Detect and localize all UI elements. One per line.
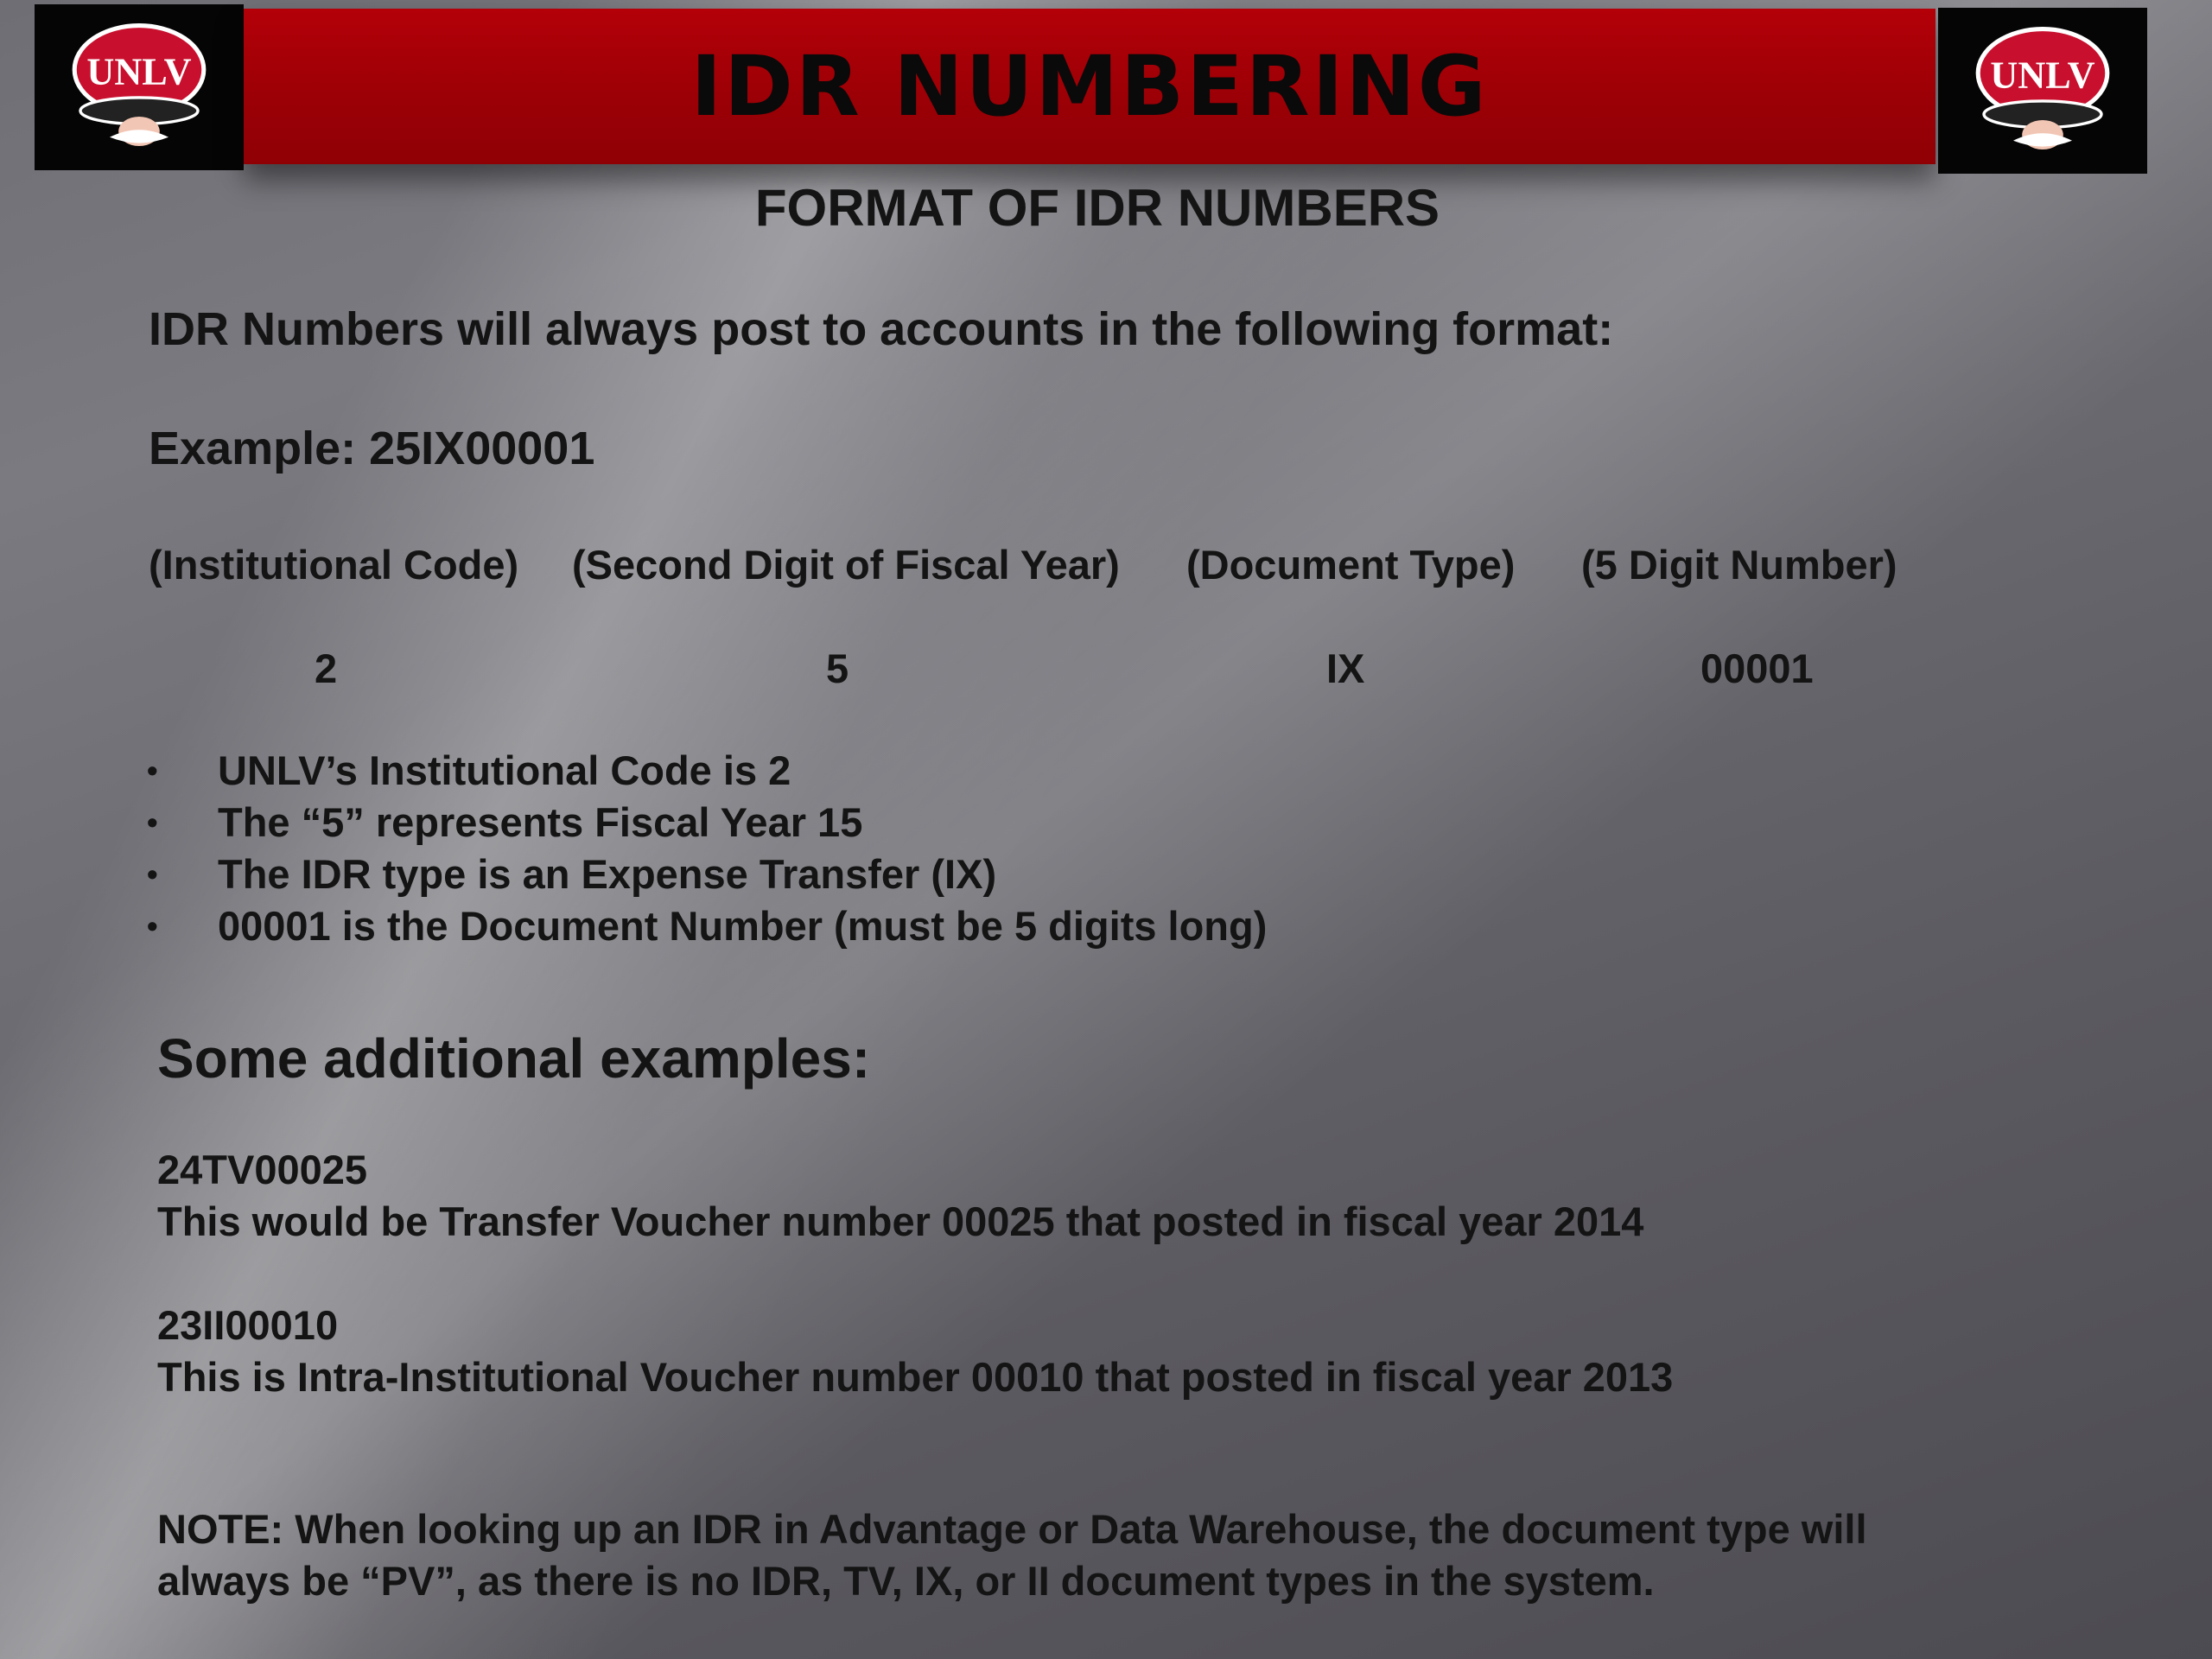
page-title: IDR NUMBERING	[690, 38, 1489, 135]
explanation-list	[147, 745, 1267, 952]
bullet-icon: •	[147, 804, 158, 840]
part-value-five-digit-number: 00001	[1700, 645, 1814, 691]
bullet-icon: •	[147, 753, 158, 788]
part-value-document-type: IX	[1326, 645, 1365, 691]
part-label-fiscal-year-digit: (Second Digit of Fiscal Year)	[572, 542, 1120, 588]
part-value-fiscal-year-digit: 5	[826, 645, 849, 691]
unlv-logo-left	[35, 4, 244, 170]
part-label-five-digit-number: (5 Digit Number)	[1581, 542, 1897, 588]
unlv-rebel-logo-icon	[1969, 17, 2116, 164]
example-code: 23II00010	[157, 1302, 339, 1348]
additional-examples-heading: Some additional examples:	[157, 1027, 871, 1090]
bullet-icon: •	[147, 908, 158, 944]
example-description: This is Intra-Institutional Voucher number 00010 that posted in fiscal year 2013	[157, 1354, 1674, 1400]
example-number: Example: 25IX00001	[149, 423, 595, 474]
note-line: always be “PV”, as there is no IDR, TV, IX, or II document types in the system.	[157, 1558, 1655, 1604]
note-text	[157, 1503, 2101, 1607]
example-code: 24TV00025	[157, 1147, 368, 1192]
example-description: This would be Transfer Voucher number 00025 that posted in fiscal year 2014	[157, 1198, 1644, 1244]
section-subtitle: FORMAT OF IDR NUMBERS	[754, 179, 1440, 237]
list-item: • The “5” represents Fiscal Year 15	[147, 797, 1267, 849]
unlv-logo-right	[1938, 8, 2147, 174]
bullet-icon: •	[147, 856, 158, 892]
note-line: NOTE: When looking up an IDR in Advantage or Data Warehouse, the document type will	[157, 1506, 1867, 1552]
part-label-document-type: (Document Type)	[1186, 542, 1516, 588]
title-banner	[244, 9, 1936, 164]
list-item: • The IDR type is an Expense Transfer (IX)	[147, 849, 1267, 900]
part-label-institutional-code: (Institutional Code)	[149, 542, 519, 588]
svg-text:UNLV: UNLV	[86, 50, 192, 93]
part-value-institutional-code: 2	[315, 645, 338, 691]
unlv-rebel-logo-icon	[66, 14, 213, 161]
list-item: • UNLV’s Institutional Code is 2	[147, 745, 1267, 797]
intro-text: IDR Numbers will always post to accounts in the following format:	[149, 303, 1614, 355]
list-item: • 00001 is the Document Number (must be 5 digits long)	[147, 900, 1267, 952]
svg-text:UNLV: UNLV	[1990, 54, 2095, 97]
